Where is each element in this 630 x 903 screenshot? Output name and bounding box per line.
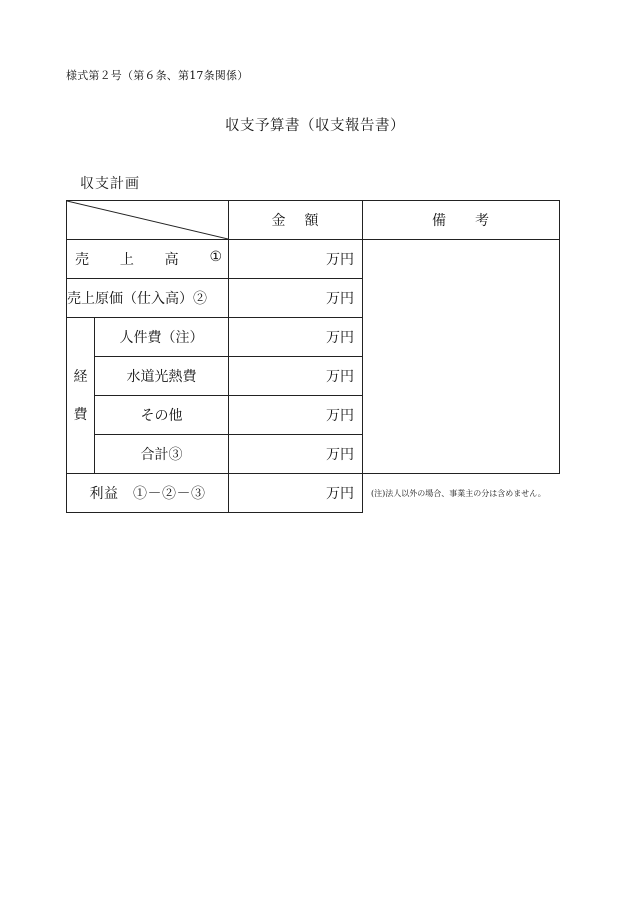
- expenses-char-2: 費: [73, 406, 88, 423]
- sales-amount: 万円: [229, 240, 363, 279]
- sales-char-3: 高: [164, 252, 179, 268]
- amount-header: [229, 201, 363, 240]
- amount-header-char-2: 額: [304, 213, 320, 229]
- personnel-cost-amount: 万円: [229, 318, 363, 357]
- section-label: 収支計画: [80, 176, 140, 192]
- personnel-cost-note: (注)法人以外の場合、事業主の分は含めません。: [363, 474, 560, 513]
- utilities-label: 水道光熱費: [95, 357, 229, 396]
- profit-row: [67, 474, 560, 513]
- diagonal-header-cell: [67, 201, 229, 240]
- remarks-header: [363, 201, 560, 240]
- profit-amount: 万円: [229, 474, 363, 513]
- sales-char-2: 上: [119, 252, 134, 268]
- page-title: 収支予算書（収支報告書）: [225, 118, 405, 134]
- sales-char-1: 売: [75, 252, 89, 268]
- remarks-area: [363, 240, 560, 474]
- header-row: [67, 201, 560, 240]
- other-expenses-label: その他: [95, 396, 229, 435]
- expenses-vertical-label: [67, 318, 95, 474]
- diagonal-line: [67, 201, 228, 239]
- expenses-char-1: 経: [73, 368, 88, 385]
- remarks-header-char-1: 備: [432, 213, 447, 229]
- budget-table: [66, 200, 560, 513]
- personnel-cost-label: 人件費（注）: [95, 318, 229, 357]
- expenses-total-label: 合計③: [95, 435, 229, 474]
- expenses-total-amount: 万円: [229, 435, 363, 474]
- form-number: 様式第２号（第６条、第17条関係）: [66, 69, 249, 82]
- other-expenses-amount: 万円: [229, 396, 363, 435]
- profit-label: 利益 ①－②－③: [67, 474, 229, 513]
- sales-label: [67, 240, 229, 279]
- sales-row: [67, 240, 560, 279]
- cost-of-sales-label: 売上原価（仕入高）②: [67, 279, 229, 318]
- amount-header-char-1: 金: [271, 213, 287, 229]
- utilities-amount: 万円: [229, 357, 363, 396]
- cost-of-sales-amount: 万円: [229, 279, 363, 318]
- sales-marker: ①: [209, 249, 222, 265]
- remarks-header-char-2: 考: [475, 213, 490, 229]
